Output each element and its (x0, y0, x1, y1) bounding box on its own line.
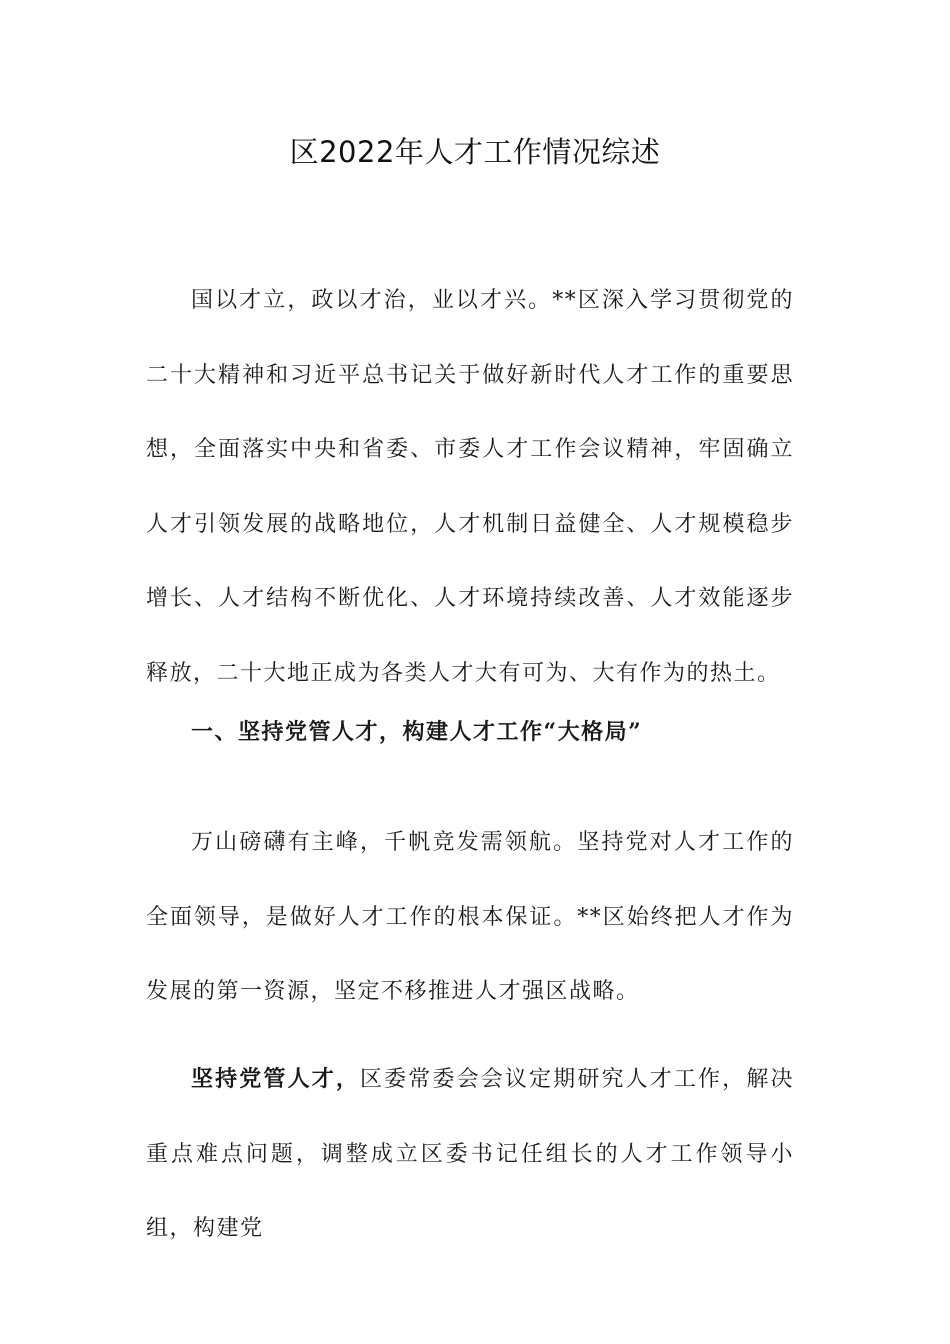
document-title: 区2022年人才工作情况综述 (289, 135, 661, 169)
paragraph-lead-bold: 坚持党管人才， (191, 1066, 361, 1092)
section-heading-1: 一、坚持党管人才，构建人才工作“大格局” (191, 719, 643, 745)
paragraph-party-leadership (146, 1042, 794, 1267)
paragraph-intro: 国以才立，政以才治，业以才兴。**区深入学习贯彻党的二十大精神和习近平总书记关于做好新时代人才工作的重要思想，全面落实中央和省委、市委人才工作会议精神，牢固确立人才引领发展的战略地位，人才机制日益健全、人才规模稳步增长、人才结构不断优化、人才环境持续改善、人才效能逐步释放，二十大地正成为各类人才大有可为、大有作为的热土。 (146, 288, 794, 686)
paragraph-body: 区委常委会会议定期研究人才工作，解决重点难点问题，调整成立区委书记任组长的人才工作领导小组，构建党 (146, 1067, 794, 1242)
paragraph-section-1-intro: 万山磅礴有主峰，千帆竞发需领航。坚持党对人才工作的全面领导，是做好人才工作的根本保证。**区始终把人才作为发展的第一资源，坚定不移推进人才强区战略。 (146, 830, 794, 1005)
